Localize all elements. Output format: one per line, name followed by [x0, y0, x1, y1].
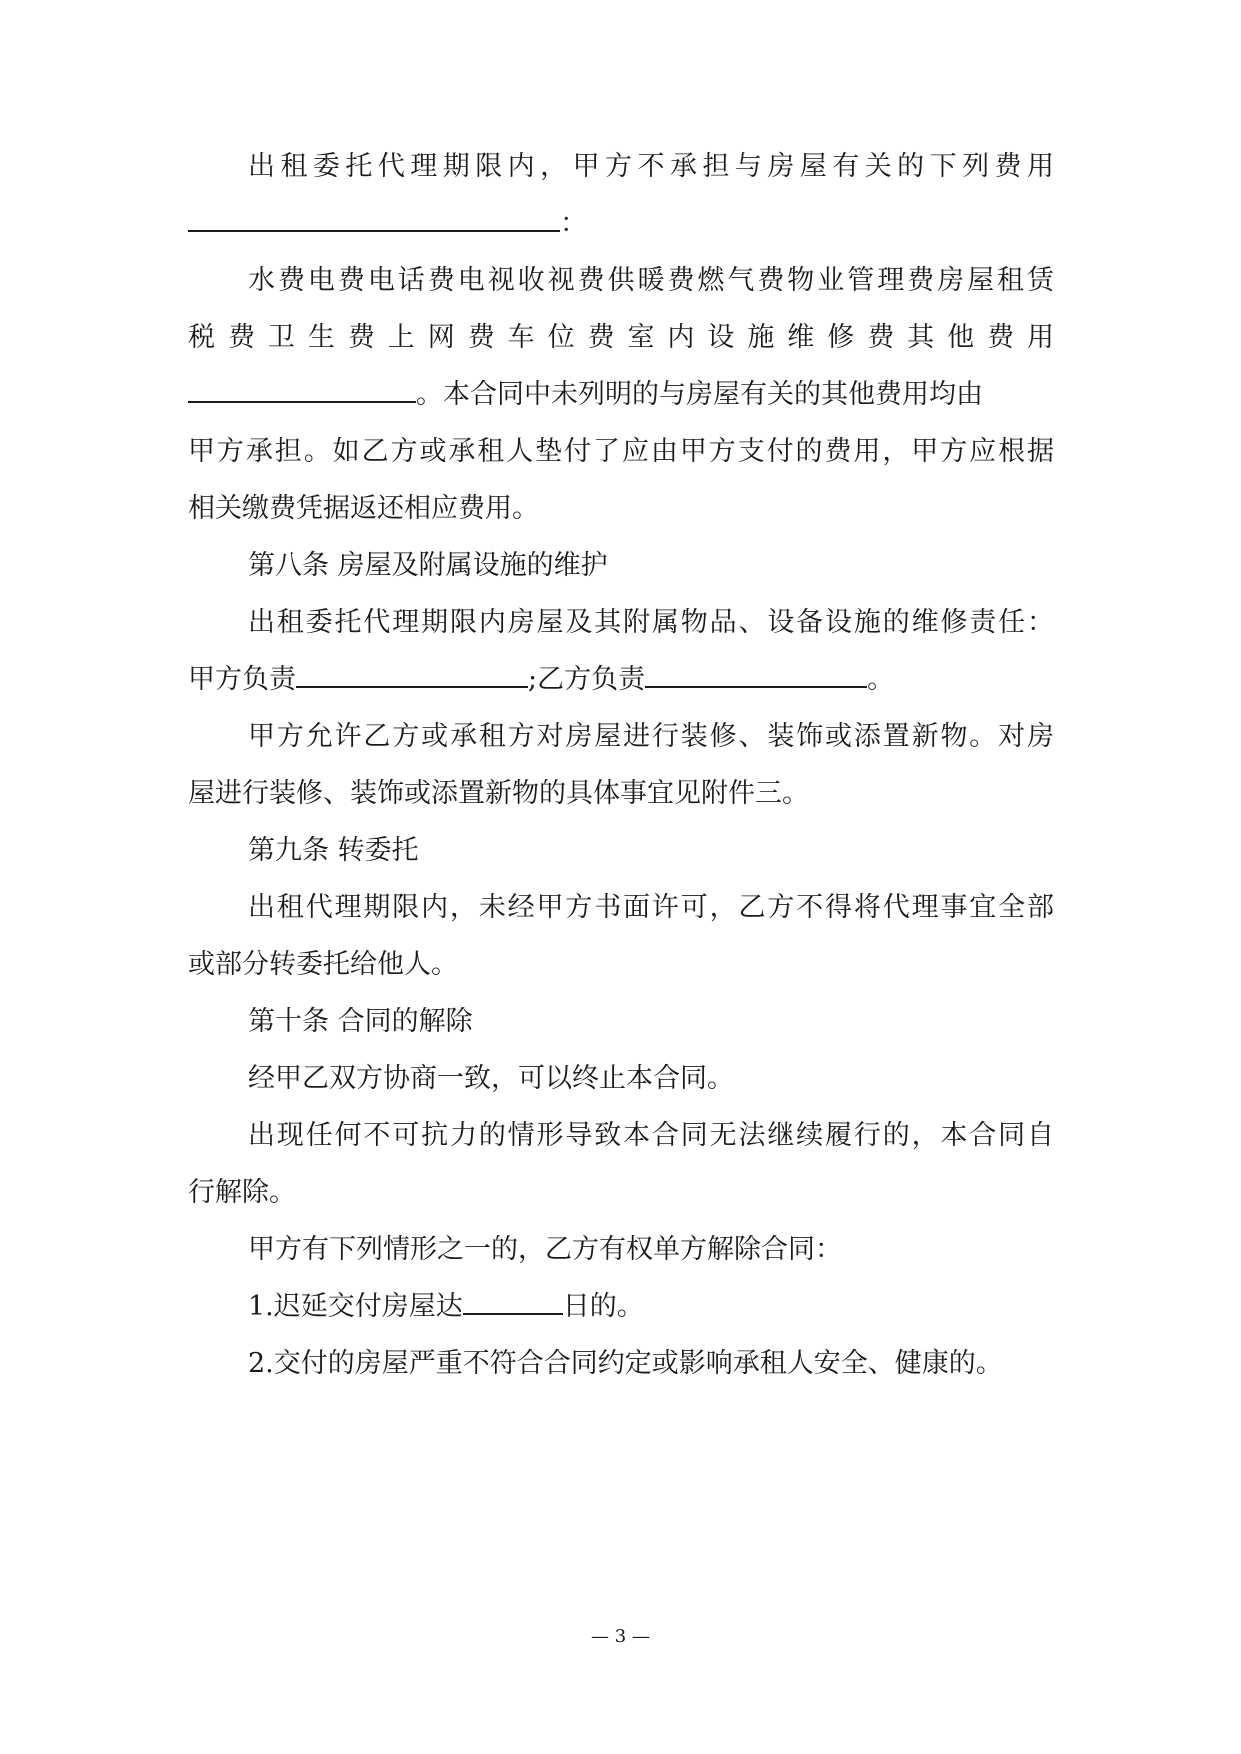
- text-line: 税费卫生费上网费车位费室内设施维修费其他费用: [188, 322, 1054, 353]
- text-line: 出租委托代理期限内房屋及其附属物品、设备设施的维修责任：: [248, 607, 1054, 638]
- paragraph-other-fees: [188, 377, 1054, 413]
- text-line: 1.迟延交付房屋达: [248, 1291, 463, 1322]
- text-line: 甲方负责: [188, 664, 296, 695]
- paragraph-renovation: [248, 719, 1054, 755]
- list-item-2: [248, 1346, 1054, 1382]
- paragraph-other-fees-cont: [188, 434, 1054, 470]
- paragraph-maintenance: [248, 605, 1054, 641]
- text-line: 水费电费电话费电视收视费供暖费燃气费物业管理费房屋租赁: [248, 265, 1054, 296]
- fill-in-blank[interactable]: [296, 664, 528, 688]
- text-line: 出现任何不可抗力的情形导致本合同无法继续履行的，本合同自: [248, 1120, 1054, 1151]
- paragraph-force-majeure: [248, 1118, 1054, 1154]
- paragraph-fee-list: [248, 263, 1054, 299]
- text-line: 行解除。: [188, 1177, 296, 1208]
- list-item-1: [248, 1289, 1054, 1325]
- text-line: 经甲乙双方协商一致，可以终止本合同。: [248, 1063, 734, 1094]
- text-line: 出租代理期限内，未经甲方书面许可，乙方不得将代理事宜全部: [248, 892, 1054, 923]
- text-line: 。本合同中未列明的与房屋有关的其他费用均由: [416, 379, 983, 410]
- text-line: 或部分转委托给他人。: [188, 949, 458, 980]
- paragraph-termination-conditions: [248, 1232, 1054, 1268]
- article-8-heading: [248, 548, 1054, 584]
- paragraph-fees-intro: [248, 149, 1054, 185]
- text-line: ：: [560, 208, 587, 239]
- article-10-heading: [248, 1004, 1054, 1040]
- paragraph-subdelegation: [248, 890, 1054, 926]
- text-line: 甲方有下列情形之一的，乙方有权单方解除合同：: [248, 1234, 842, 1265]
- paragraph-renovation-cont: [188, 776, 1054, 812]
- fill-in-blank[interactable]: [188, 379, 416, 403]
- fill-in-blank[interactable]: [188, 208, 560, 232]
- text-line: 相关缴费凭据返还相应费用。: [188, 493, 539, 524]
- section-heading: 第十条 合同的解除: [248, 1006, 473, 1037]
- section-heading: 第九条 转委托: [248, 835, 419, 866]
- fill-in-blank[interactable]: [463, 1291, 563, 1315]
- text-line: 甲方允许乙方或承租方对房屋进行装修、装饰或添置新物。对房: [248, 721, 1054, 752]
- article-9-heading: [248, 833, 1054, 869]
- text-line: 甲方承担。如乙方或承租人垫付了应由甲方支付的费用，甲方应根据: [188, 436, 1054, 467]
- text-line: ;乙方负责: [528, 664, 646, 695]
- section-heading: 第八条 房屋及附属设施的维护: [248, 550, 608, 581]
- page-number: — 3 —: [591, 1626, 650, 1647]
- text-line: 屋进行装修、装饰或添置新物的具体事宜见附件三。: [188, 778, 809, 809]
- fill-in-blank[interactable]: [645, 664, 867, 688]
- text-line: 出租委托代理期限内，甲方不承担与房屋有关的下列费用: [248, 151, 1054, 182]
- paragraph-fees-blank: [188, 206, 1054, 242]
- text-line: 。: [867, 664, 895, 695]
- paragraph-other-fees-end: [188, 491, 1054, 527]
- paragraph-subdelegation-cont: [188, 947, 1054, 983]
- paragraph-mutual-termination: [248, 1061, 1054, 1097]
- paragraph-force-majeure-cont: [188, 1175, 1054, 1211]
- paragraph-maintenance-duties: [188, 662, 1054, 698]
- paragraph-fee-list-cont: [188, 320, 1054, 356]
- text-line: 2.交付的房屋严重不符合合同约定或影响承租人安全、健康的。: [248, 1348, 1003, 1379]
- text-line: 日的。: [562, 1291, 644, 1322]
